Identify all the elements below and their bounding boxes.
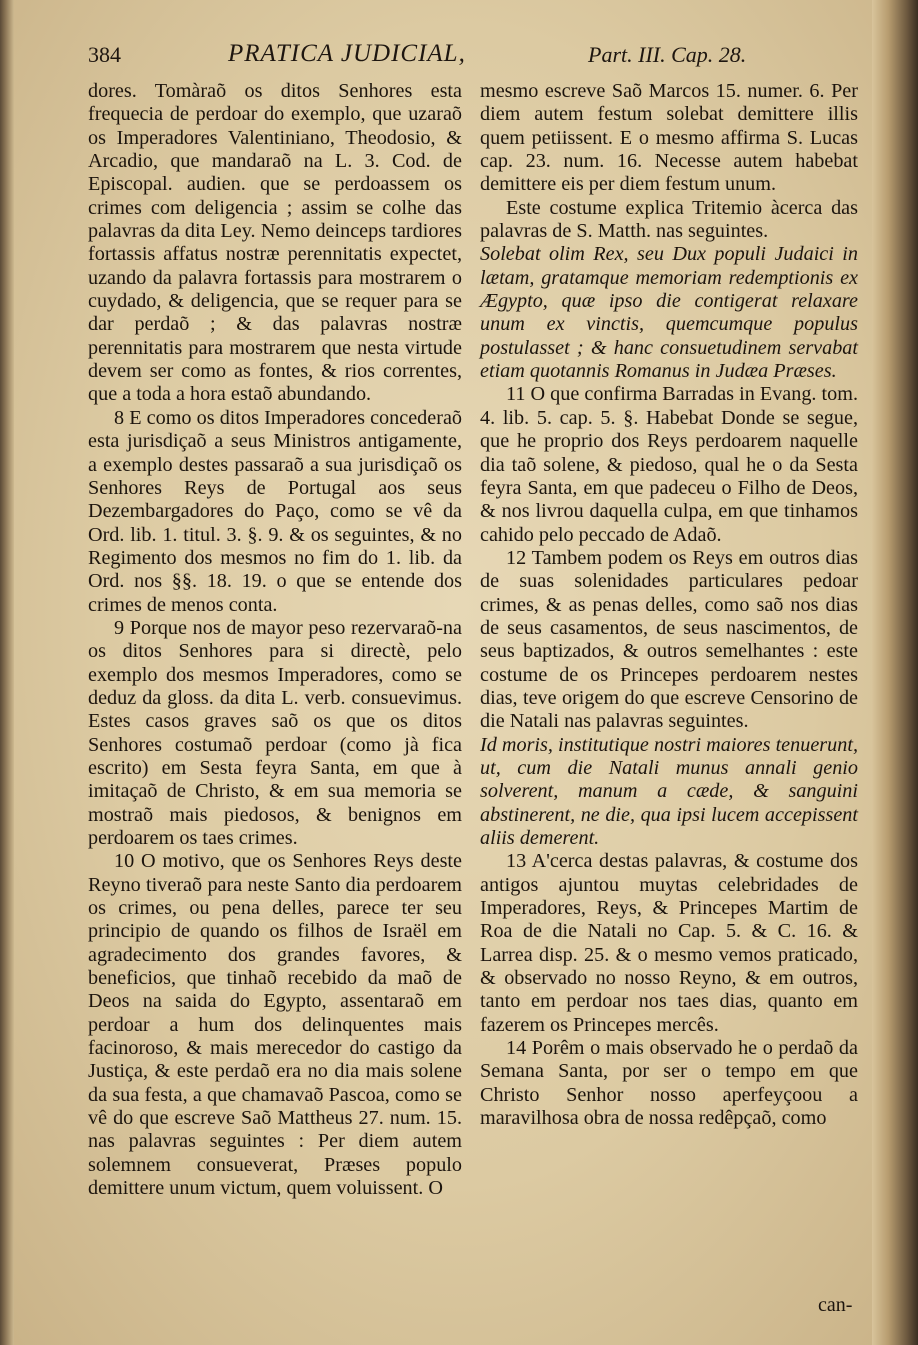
latin-quotation: Solebat olim Rex, seu Dux populi Judaici in lætam, gratamque memoriam redemptionis ex Ægypto, quæ ipso die contigerat relaxare unum ex vinctis, quemcumque populus postulasset ; & hanc consuetudinem servabat etiam quotannis Romanus in Judæa Præses. [480,243,858,383]
page-fore-edge [872,0,918,1345]
page-number: 384 [88,42,121,67]
paragraph-11: 11 O que confirma Barradas in Evang. tom. 4. lib. 5. cap. 5. §. Habebat Donde se segue, que he proprio dos Reys perdoarem naquelle dia taõ solene, & piedoso, qual he o da Sesta feyra Santa, em que padeceu o Filho de Deos, & nos livrou daquella culpa, em que tinhamos cahido pelo peccado de Adaõ. [480,383,858,546]
paragraph-9: 9 Porque nos de mayor peso rezervaraõ-na os ditos Senhores para si directè, pelo exemplo dos mesmos Imperadores, como se deduz da gloss. da dita L. verb. consuevimus. Estes casos graves saõ os que os ditos Senhores costumaõ perdoar (como jà fica escrito) em Sesta feyra Santa, em que à imitaçaõ de Christo, & em sua memoria se mostraõ mais piedosos, & benignos em perdoarem os taes crimes. [88,616,462,849]
paragraph-13: 13 A'cerca destas palavras, & costume dos antigos ajuntou muytas celebridades de Imperadores, Reys, & Princepes Martim de Roa de die Natali no Cap. 5. & C. 16. & Larrea disp. 25. & o mesmo vemos praticado, & observado no nosso Reyno, & em outros, tanto em perdoar nos taes dias, quanto em fazerem os Princepes mercês. [480,850,858,1036]
paragraph-10: 10 O motivo, que os Senhores Reys deste Reyno tiveraõ para neste Santo dia perdoarem os crimes, ou pena delles, parece ter seu principio de quando os filhos de Israël em agradecimento dos grandes favores, & beneficios, que tinhaõ recebido da maõ de Deos na saida do Egypto, assentaraõ em perdoar a hum dos delinquentes mais facinoroso, & mais merecedor do castigo da Justiça, & este perdaõ era no dia mais solene da sua festa, a que chamavaõ Pascoa, como se vê do que escreve Saõ Mattheus 27. num. 15. nas palavras seguintes : Per diem autem solemnem consueverat, Præses populo demittere unum victum, quem voluissent. O [88,850,462,1200]
running-title: PRATICA JUDICIAL, [228,40,466,67]
catchword: can- [818,1294,853,1316]
paragraph-14: 14 Porêm o mais observado he o perdaõ da Semana Santa, por ser o tempo em que Christo Senhor nosso aperfeyçoou a maravilhosa obra de nossa redêpçaõ, como [480,1037,858,1130]
paragraph-8: 8 E como os ditos Imperadores concederaõ esta jurisdiçaõ a seus Ministros antigamente, a exemplo destes passaraõ a sua jurisdiçaõ os Senhores Reys de Portugal aos seus Dezembargadores do Paço, como se vê da Ord. lib. 1. titul. 3. §. 9. & os seguintes, & no Regimento dos mesmos no fim do 1. lib. da Ord. nos §§. 18. 19. o que se entende dos crimes de menos conta. [88,406,462,616]
latin-quotation: Id moris, institutique nostri maiores tenuerunt, ut, cum die Natali munus annali genio solverent, manum a cæde, & sanguini abstinerent, ne die, qua ipsi lucem accepissent aliis demerent. [480,733,858,849]
paragraph: Este costume explica Tritemio àcerca das palavras de S. Matth. nas seguintes. [480,196,858,243]
paragraph-12: 12 Tambem podem os Reys em outros dias de suas solenidades particulares pedoar crimes, & as penas delles, como saõ nos dias de seus casamentos, de seus nascimentos, de seus baptizados, & outros semelhantes : este costume de os Princepes perdoarem nestes dias, teve origem do que escreve Censorino de die Natali nas palavras seguintes. [480,546,858,733]
paragraph: dores. Tomàraõ os ditos Senhores esta frequecia de perdoar do exemplo, que uzaraõ os Imperadores Valentiniano, Theodosio, & Arcadio, que mandaraõ na L. 3. Cod. de Episcopal. audien. que se perdoassem os crimes com deligencia ; assim se colhe das palavras da dita Ley. Nemo deinceps tardiores fortassis affatus nostræ perennitatis expectet, uzando da palavra fortassis para mostrarem o cuydado, & deligencia, que se requer para se dar perdaõ ; & das palavras nostræ perennitatis para mostrarem que nesta virtude devem ser como as fontes, & rios correntes, que a toda a hora estaõ abundando. [88,80,462,406]
left-text-column [88,80,462,1201]
paragraph: mesmo escreve Saõ Marcos 15. numer. 6. Per diem autem festum solebat demittere illis quem petiissent. E o mesmo affirma S. Lucas cap. 23. num. 16. Necesse autem habebat demittere eis per diem festum unum. [480,80,858,196]
page-header [88,40,868,76]
right-text-column [480,80,858,1130]
binding-edge [0,0,14,1345]
running-part-chapter: Part. III. Cap. 28. [588,42,747,67]
